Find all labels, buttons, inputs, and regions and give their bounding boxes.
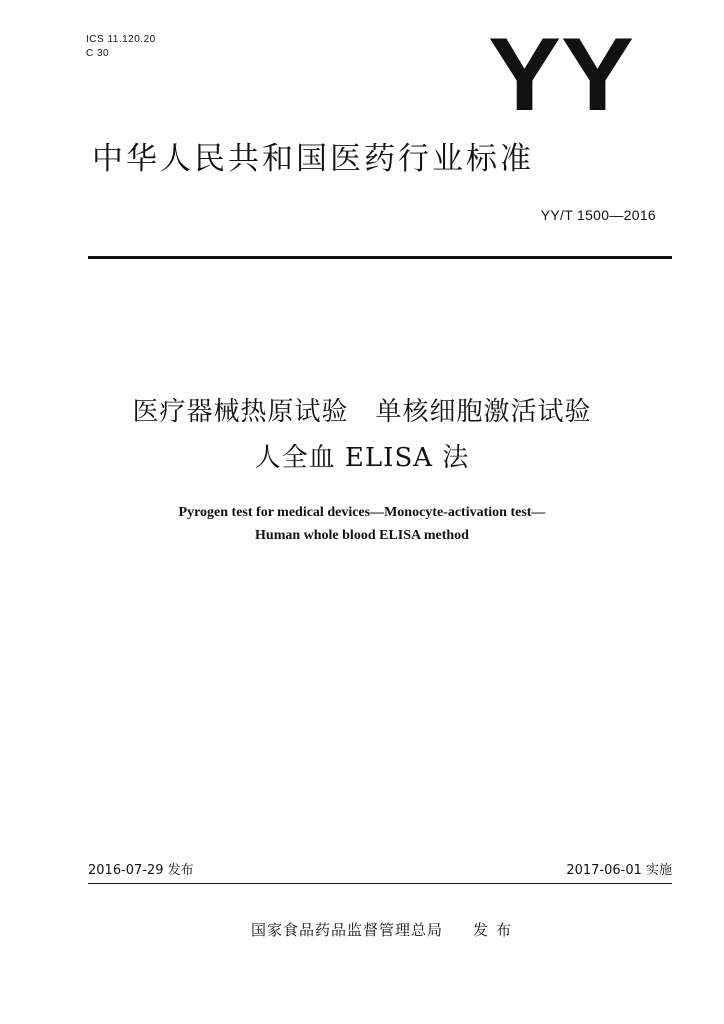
publish-label: 发布 bbox=[473, 921, 520, 939]
standard-number: YY/T 1500—2016 bbox=[540, 207, 656, 223]
ics-code: ICS 11.120.20 bbox=[86, 34, 156, 45]
title-english-line2: Human whole blood ELISA method bbox=[255, 528, 469, 543]
title-chinese-line2: 人全血 ELISA 法 bbox=[254, 443, 470, 473]
issuer-name: 国家食品药品监督管理总局 bbox=[250, 921, 443, 939]
issuer-line bbox=[0, 920, 724, 940]
issue-date: 2016-07-29 发布 bbox=[88, 863, 194, 878]
ccs-code: C 30 bbox=[86, 48, 110, 59]
footer-divider bbox=[88, 883, 672, 884]
yy-logo bbox=[486, 30, 636, 114]
implementation-date: 2017-06-01 实施 bbox=[566, 863, 672, 878]
title-english-line1: Pyrogen test for medical devices—Monocyte-activation test— bbox=[178, 505, 546, 520]
yy-logo-text: YY bbox=[488, 30, 634, 114]
title-chinese-line1: 医疗器械热原试验 单核细胞激活试验 bbox=[132, 397, 592, 427]
header-divider bbox=[88, 256, 672, 259]
standard-type-title: 中华人民共和国医药行业标准 bbox=[92, 141, 534, 177]
